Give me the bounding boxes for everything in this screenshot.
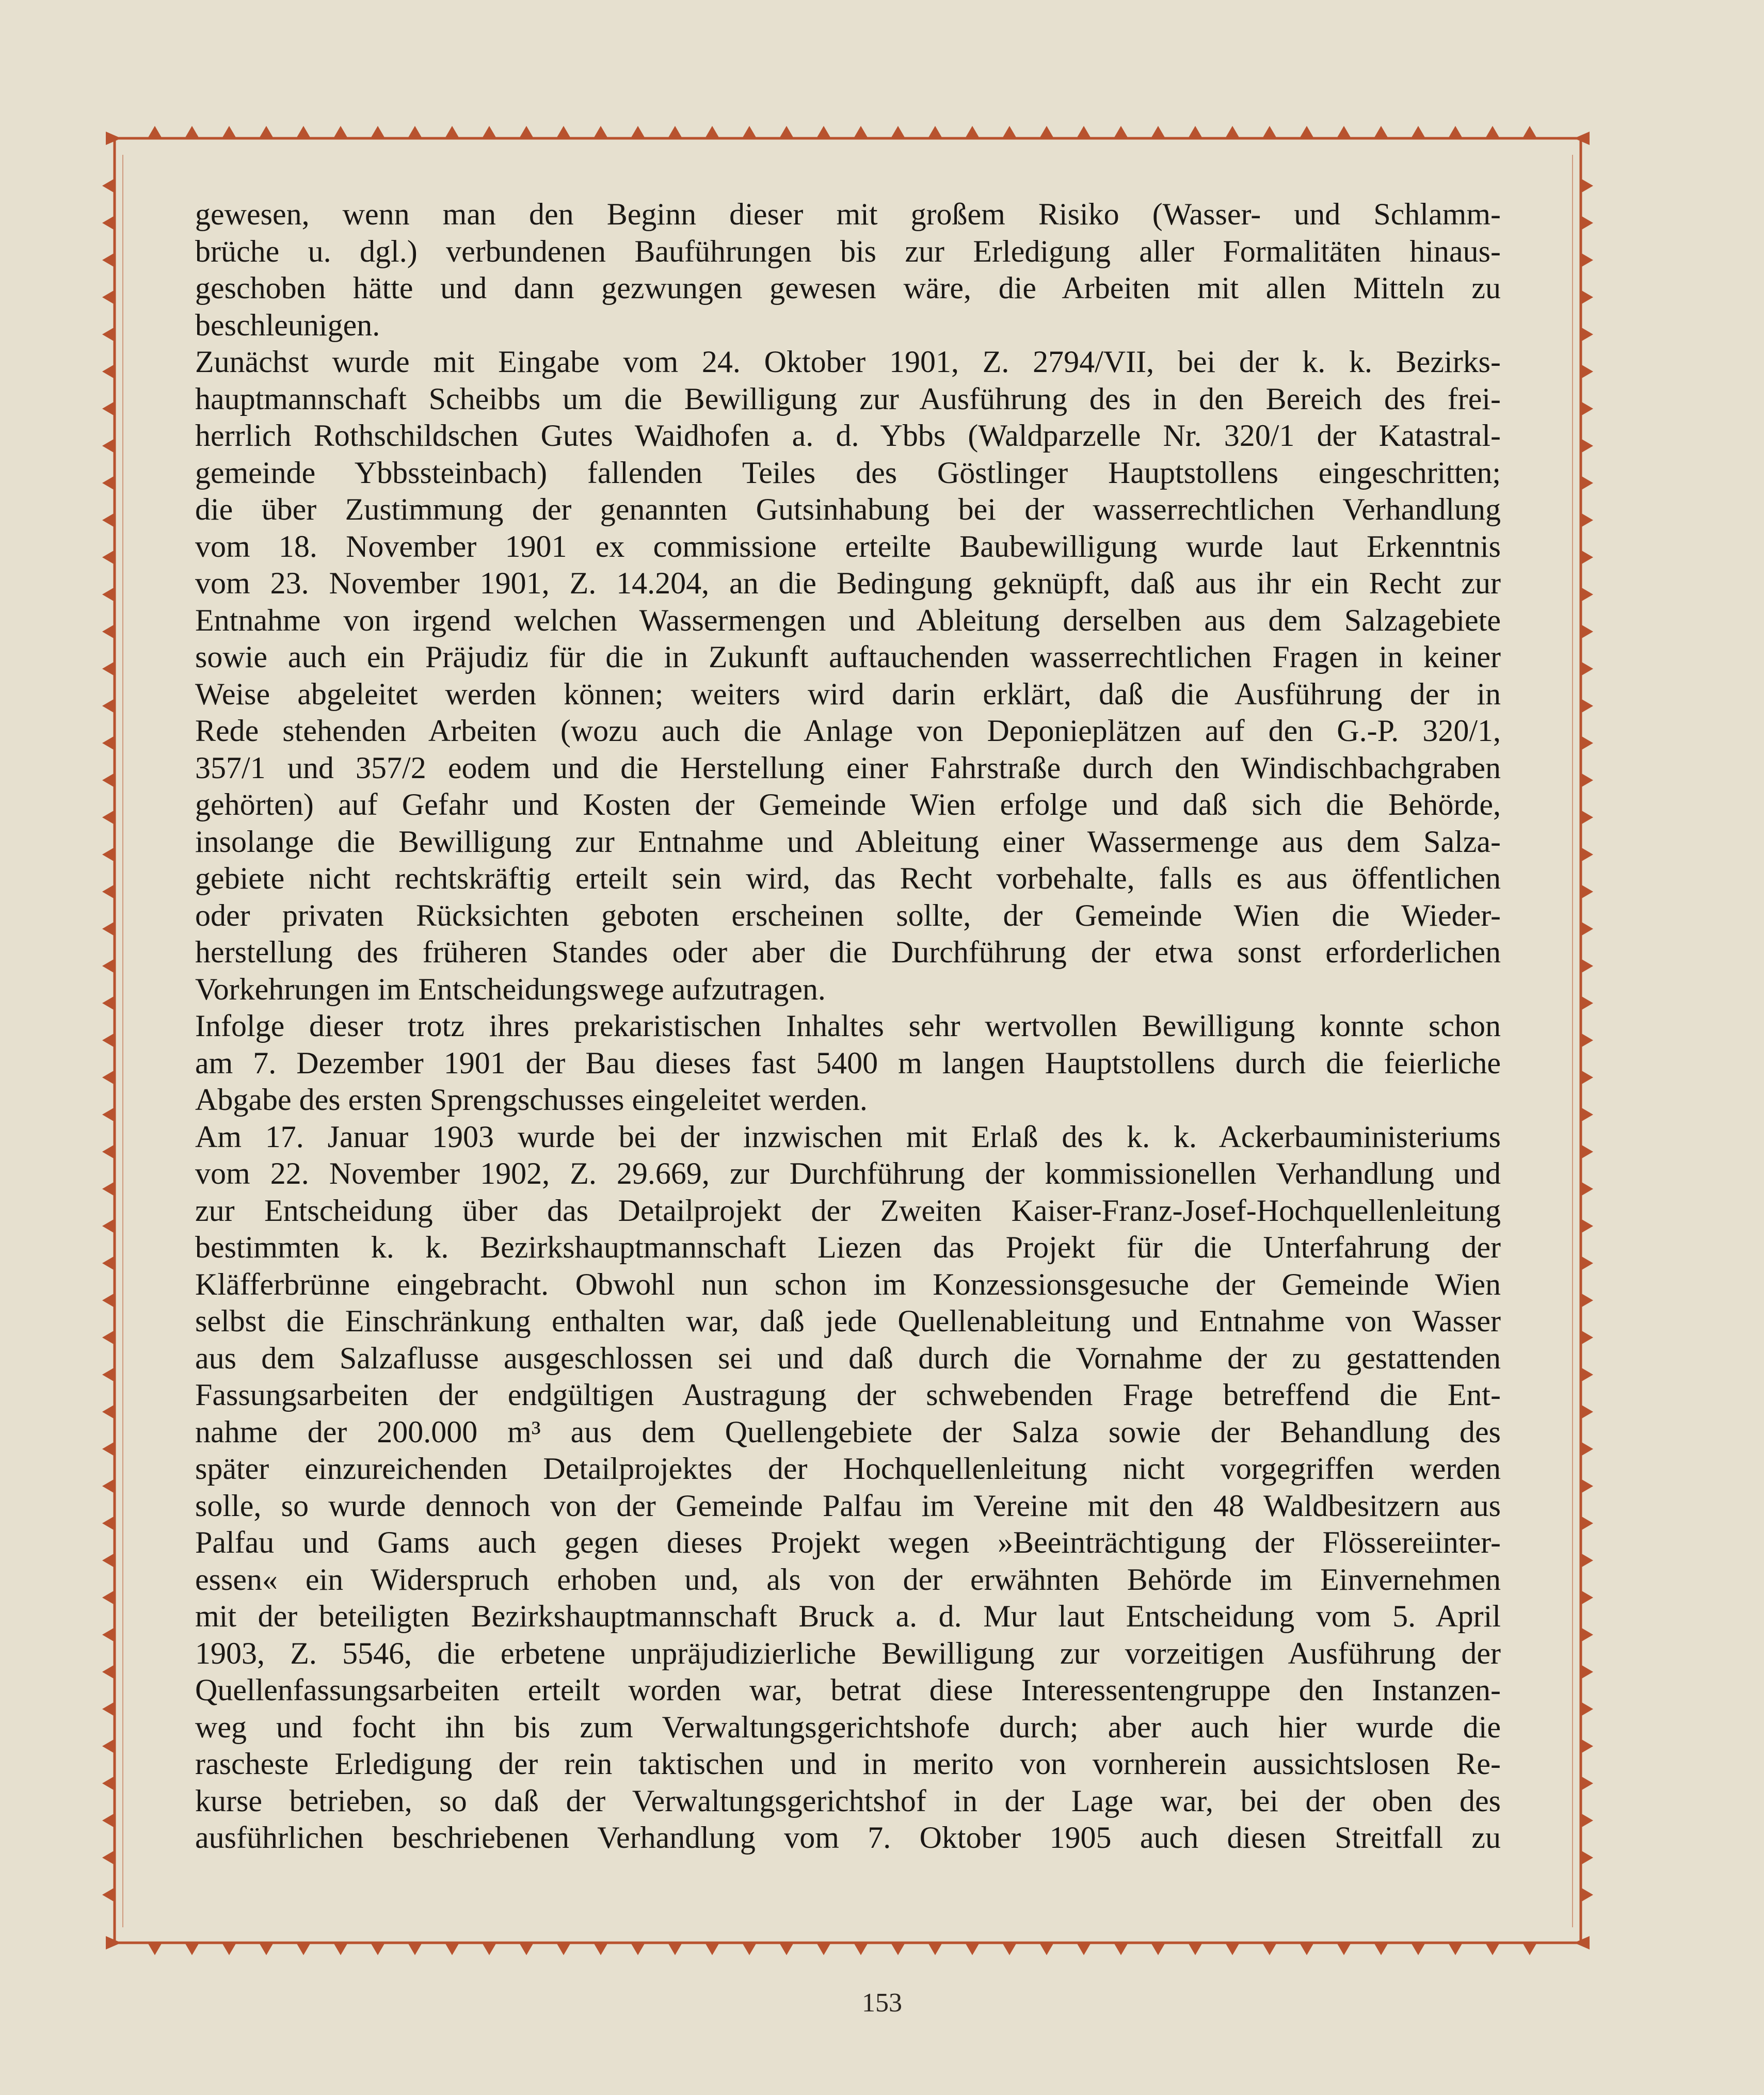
- border-right-ornament: [1581, 1405, 1593, 1419]
- text-line: ausführlichen beschriebenen Verhandlung vom 7. Oktober 1905 auch diesen Streitfall zu: [195, 1820, 1501, 1855]
- border-top-ornament: [371, 126, 385, 138]
- border-bottom-ornament: [408, 1943, 422, 1955]
- border-right-ornament: [1581, 1627, 1593, 1642]
- border-bottom-ornament: [705, 1943, 719, 1955]
- border-bottom-ornament: [333, 1943, 348, 1955]
- border-bottom-ornament: [668, 1943, 682, 1955]
- border-right-ornament: [1581, 1479, 1593, 1493]
- border-right-ornament: [1581, 1070, 1593, 1085]
- text-line: zur Entscheidung über das Detailprojekt der Zweiten Kaiser-Franz-Josef-Hochquellenleitung: [195, 1193, 1501, 1228]
- border-left-ornament: [102, 1256, 115, 1270]
- text-line: Infolge dieser trotz ihres prekaristischen Inhaltes sehr wertvollen Bewilligung konnte schon: [195, 1009, 1501, 1043]
- text-line: kurse betrieben, so daß der Verwaltungsgerichtshof in der Lage war, bei der oben des: [195, 1783, 1501, 1818]
- border-right-ornament: [1581, 884, 1593, 899]
- border-bottom-ornament: [296, 1943, 311, 1955]
- border-right-ornament: [1581, 1107, 1593, 1122]
- border-top-ornament: [408, 126, 422, 138]
- border-right-ornament: [1581, 513, 1593, 527]
- border-top-ornament: [148, 126, 162, 138]
- border-right-ornament: [1581, 959, 1593, 973]
- border-left-ornament: [102, 1442, 115, 1456]
- border-left-ornament: [102, 587, 115, 602]
- border-left-ornament: [102, 1405, 115, 1419]
- text-line: Quellenfassungsarbeiten erteilt worden war, betrat diese Interessentengruppe den Instanzen-: [195, 1673, 1501, 1707]
- border-top-ornament: [816, 126, 831, 138]
- text-line: herrlich Rothschildschen Gutes Waidhofen a. d. Ybbs (Waldparzelle Nr. 320/1 der Katastral-: [195, 418, 1501, 453]
- border-left-ornament: [102, 327, 115, 342]
- border-left-ornament: [102, 662, 115, 676]
- border-top-ornament: [594, 126, 608, 138]
- text-line: gebiete nicht rechtskräftig erteilt sein wird, das Recht vorbehalte, falls es aus öffentlichen: [195, 861, 1501, 895]
- border-top-ornament: [185, 126, 199, 138]
- border-left-ornament: [102, 1330, 115, 1345]
- border-left-ornament: [102, 1367, 115, 1382]
- border-right-ornament: [1581, 1367, 1593, 1382]
- border-bottom-ornament: [1151, 1943, 1165, 1955]
- border-right-ornament: [1581, 624, 1593, 639]
- border-right-ornament: [1581, 996, 1593, 1010]
- text-line: solle, so wurde dennoch von der Gemeinde Palfau im Vereine mit den 48 Waldbesitzern aus: [195, 1488, 1501, 1523]
- text-line: 1903, Z. 5546, die erbetene unpräjudizierliche Bewilligung zur vorzeitigen Ausführung der: [195, 1636, 1501, 1670]
- border-top-ornament: [1337, 126, 1351, 138]
- border-left-ornament: [102, 1739, 115, 1753]
- border-left-ornament: [102, 1516, 115, 1530]
- border-right-ornament: [1581, 773, 1593, 787]
- border-top-ornament: [1077, 126, 1091, 138]
- border-left-ornament: [102, 996, 115, 1010]
- border-left-ornament: [102, 1702, 115, 1716]
- border-left-ornament: [102, 476, 115, 490]
- border-bottom-ornament: [1188, 1943, 1202, 1955]
- border-left-ornament: [102, 1850, 115, 1865]
- border-right-ornament: [1581, 736, 1593, 750]
- border-top-ornament: [742, 126, 757, 138]
- border-top-ornament: [1485, 126, 1500, 138]
- border-right-ornament: [1581, 179, 1593, 193]
- page-number: 153: [862, 1988, 902, 2018]
- text-line: bestimmten k. k. Bezirkshauptmannschaft Liezen das Projekt für die Unterfahrung der: [195, 1230, 1501, 1264]
- border-top-ornament: [854, 126, 868, 138]
- border-top-ornament: [1039, 126, 1054, 138]
- border-bottom-ornament: [1411, 1943, 1425, 1955]
- text-line: gemeinde Ybbssteinbach) fallenden Teiles des Göstlinger Hauptstollens eingeschritten;: [195, 455, 1501, 490]
- border-right-ornament: [1581, 810, 1593, 825]
- text-line: Fassungsarbeiten der endgültigen Austragung der schwebenden Frage betreffend die Ent-: [195, 1378, 1501, 1412]
- text-line: am 7. Dezember 1901 der Bau dieses fast 5400 m langen Hauptstollens durch die feierliche: [195, 1045, 1501, 1080]
- border-top-ornament: [1411, 126, 1425, 138]
- border-top-ornament: [556, 126, 571, 138]
- text-line: nahme der 200.000 m³ aus dem Quellengebiete der Salza sowie der Behandlung des: [195, 1414, 1501, 1449]
- text-line: Rede stehenden Arbeiten (wozu auch die Anlage von Deponieplätzen auf den G.-P. 320/1,: [195, 714, 1501, 748]
- border-bottom-ornament: [779, 1943, 794, 1955]
- border-top-ornament: [1188, 126, 1202, 138]
- border-bottom-ornament: [1077, 1943, 1091, 1955]
- border-left-ornament: [102, 1033, 115, 1048]
- border-right-ornament: [1581, 922, 1593, 936]
- text-line: geschoben hätte und dann gezwungen gewesen wäre, die Arbeiten mit allen Mitteln zu: [195, 271, 1501, 305]
- border-top-ornament: [1374, 126, 1388, 138]
- border-top-ornament: [1522, 126, 1537, 138]
- border-top-ornament: [928, 126, 942, 138]
- border-top-ornament: [482, 126, 496, 138]
- border-bottom-ornament: [816, 1943, 831, 1955]
- border-right-ornament: [1581, 364, 1593, 379]
- border-bottom-ornament: [1002, 1943, 1017, 1955]
- border-right-ornament: [1581, 550, 1593, 565]
- border-left-ornament: [102, 1070, 115, 1085]
- text-line: weg und focht ihn bis zum Verwaltungsgerichtshofe durch; aber auch hier wurde die: [195, 1710, 1501, 1744]
- text-line: vom 18. November 1901 ex commissione erteilte Baubewilligung wurde laut Erkenntnis: [195, 529, 1501, 563]
- border-top-ornament: [891, 126, 905, 138]
- border-left-ornament: [102, 1665, 115, 1679]
- border-bottom-ornament: [519, 1943, 534, 1955]
- border-right-ornament: [1581, 1442, 1593, 1456]
- border-top-ornament: [222, 126, 236, 138]
- border-left-ornament: [102, 1590, 115, 1605]
- text-line: hauptmannschaft Scheibbs um die Bewilligung zur Ausführung des in den Bereich des frei-: [195, 381, 1501, 416]
- border-top-ornament: [1002, 126, 1017, 138]
- text-line: später einzureichenden Detailprojektes der Hochquellenleitung nicht vorgegriffen werden: [195, 1452, 1501, 1486]
- border-left-ornament: [102, 1553, 115, 1568]
- border-left-ornament: [102, 699, 115, 713]
- border-left-ornament: [102, 624, 115, 639]
- border-right-ornament: [1581, 1813, 1593, 1828]
- text-line: gewesen, wenn man den Beginn dieser mit großem Risiko (Wasser- und Schlamm-: [195, 197, 1501, 231]
- border-top-ornament: [519, 126, 534, 138]
- border-left-ornament: [102, 1813, 115, 1828]
- text-line: essen« ein Widerspruch erhoben und, als von der erwähnten Behörde im Einvernehmen: [195, 1562, 1501, 1597]
- border-top-ornament: [779, 126, 794, 138]
- border-right-ornament: [1581, 1219, 1593, 1233]
- border-left-ornament: [102, 1479, 115, 1493]
- border-bottom-ornament: [854, 1943, 868, 1955]
- text-line: gehörten) auf Gefahr und Kosten der Gemeinde Wien erfolge und daß sich die Behörde,: [195, 787, 1501, 821]
- border-bottom-ornament: [631, 1943, 645, 1955]
- border-right-ornament: [1581, 1330, 1593, 1345]
- border-left-ornament: [102, 1627, 115, 1642]
- text-line: Abgabe des ersten Sprengschusses eingeleitet werden.: [195, 1083, 868, 1117]
- border-right-ornament: [1581, 290, 1593, 304]
- border-right-ornament: [1581, 1516, 1593, 1530]
- border-top-ornament: [1448, 126, 1463, 138]
- text-line: Vorkehrungen im Entscheidungswege aufzutragen.: [195, 972, 826, 1006]
- border-right-ornament: [1581, 1665, 1593, 1679]
- body-text: [195, 196, 1501, 1873]
- border-left-ornament: [102, 773, 115, 787]
- border-top-ornament: [705, 126, 719, 138]
- border-left-ornament: [102, 810, 115, 825]
- border-bottom-ornament: [1039, 1943, 1054, 1955]
- border-left-ornament: [102, 550, 115, 565]
- border-top-ornament: [1300, 126, 1314, 138]
- text-line: Entnahme von irgend welchen Wassermengen und Ableitung derselben aus dem Salzagebiete: [195, 603, 1501, 637]
- text-line: Am 17. Januar 1903 wurde bei der inzwischen mit Erlaß des k. k. Ackerbauministeriums: [195, 1119, 1501, 1154]
- text-line: selbst die Einschränkung enthalten war, daß jede Quellenableitung und Entnahme von Wasser: [195, 1304, 1501, 1338]
- border-right-ornament: [1581, 476, 1593, 490]
- text-line: die über Zustimmung der genannten Gutsinhabung bei der wasserrechtlichen Verhandlung: [195, 492, 1501, 526]
- border-bottom-ornament: [445, 1943, 459, 1955]
- border-left-ornament: [102, 1888, 115, 1902]
- border-left-ornament: [102, 884, 115, 899]
- border-right-ornament: [1581, 1553, 1593, 1568]
- border-right-ornament: [1581, 1590, 1593, 1605]
- text-line: rascheste Erledigung der rein taktischen und in merito von vornherein aussichtslosen Re-: [195, 1747, 1501, 1781]
- border-bottom-ornament: [928, 1943, 942, 1955]
- border-bottom-ornament: [1485, 1943, 1500, 1955]
- border-left-ornament: [102, 847, 115, 862]
- border-bottom-ornament: [259, 1943, 274, 1955]
- border-right-ornament: [1581, 1702, 1593, 1716]
- border-top-ornament: [631, 126, 645, 138]
- border-right-ornament: [1581, 1850, 1593, 1865]
- border-left-ornament: [102, 959, 115, 973]
- border-top-ornament: [668, 126, 682, 138]
- border-right-ornament: [1581, 1776, 1593, 1791]
- text-line: beschleunigen.: [195, 308, 380, 342]
- border-left-ornament: [102, 1293, 115, 1308]
- border-bottom-ornament: [185, 1943, 199, 1955]
- text-line: Kläfferbrünne eingebracht. Obwohl nun schon im Konzessionsgesuche der Gemeinde Wien: [195, 1267, 1501, 1301]
- border-right-ornament: [1581, 216, 1593, 230]
- border-left-ornament: [102, 1219, 115, 1233]
- border-left-ornament: [102, 1776, 115, 1791]
- border-bottom-ornament: [1225, 1943, 1240, 1955]
- border-left-ornament: [102, 513, 115, 527]
- border-right-ornament: [1581, 401, 1593, 416]
- border-left-ornament: [102, 290, 115, 304]
- border-right-ornament: [1581, 587, 1593, 602]
- text-line: brüche u. dgl.) verbundenen Bauführungen bis zur Erledigung aller Formalitäten hinaus-: [195, 234, 1501, 268]
- border-right-ornament: [1581, 1888, 1593, 1902]
- border-left-ornament: [102, 922, 115, 936]
- border-left-ornament: [102, 1107, 115, 1122]
- text-line: vom 23. November 1901, Z. 14.204, an die Bedingung geknüpft, daß aus ihr ein Recht zur: [195, 566, 1501, 600]
- border-top-ornament: [445, 126, 459, 138]
- border-top-ornament: [296, 126, 311, 138]
- border-left-ornament: [102, 253, 115, 267]
- text-line: Weise abgeleitet werden können; weiters wird darin erklärt, daß die Ausführung der in: [195, 676, 1501, 711]
- border-bottom-ornament: [1522, 1943, 1537, 1955]
- border-right-ornament: [1581, 439, 1593, 453]
- border-top-ornament: [1114, 126, 1128, 138]
- border-right-ornament: [1581, 1293, 1593, 1308]
- border-top-ornament: [1225, 126, 1240, 138]
- border-right-ornament: [1581, 1145, 1593, 1159]
- border-top-ornament: [259, 126, 274, 138]
- border-right-ornament: [1581, 1182, 1593, 1196]
- border-left-ornament: [102, 736, 115, 750]
- border-right-ornament: [1581, 1256, 1593, 1270]
- border-left-ornament: [102, 216, 115, 230]
- border-bottom-ornament: [371, 1943, 385, 1955]
- border-bottom-ornament: [742, 1943, 757, 1955]
- text-line: vom 22. November 1902, Z. 29.669, zur Durchführung der kommissionellen Verhandlung und: [195, 1156, 1501, 1190]
- border-left-ornament: [102, 401, 115, 416]
- border-bottom-ornament: [482, 1943, 496, 1955]
- border-left-ornament: [102, 439, 115, 453]
- border-bottom-ornament: [1374, 1943, 1388, 1955]
- text-line: aus dem Salzaflusse ausgeschlossen sei und daß durch die Vornahme der zu gestattenden: [195, 1341, 1501, 1375]
- border-bottom-ornament: [556, 1943, 571, 1955]
- text-line: sowie auch ein Präjudiz für die in Zukunft auftauchenden wasserrechtlichen Fragen in keiner: [195, 640, 1501, 674]
- border-left-ornament: [102, 179, 115, 193]
- border-bottom-ornament: [1448, 1943, 1463, 1955]
- text-line: oder privaten Rücksichten geboten erscheinen sollte, der Gemeinde Wien die Wieder-: [195, 898, 1501, 932]
- border-bottom-ornament: [965, 1943, 980, 1955]
- text-line: Zunächst wurde mit Eingabe vom 24. Oktober 1901, Z. 2794/VII, bei der k. k. Bezirks-: [195, 345, 1501, 379]
- border-right-ornament: [1581, 699, 1593, 713]
- border-bottom-ornament: [1262, 1943, 1277, 1955]
- border-right-ornament: [1581, 1739, 1593, 1753]
- text-line: herstellung des früheren Standes oder aber die Durchführung der etwa sonst erforderlichen: [195, 935, 1501, 969]
- border-left-ornament: [102, 364, 115, 379]
- border-left-ornament: [102, 1182, 115, 1196]
- text-line: mit der beteiligten Bezirkshauptmannschaft Bruck a. d. Mur laut Entscheidung vom 5. April: [195, 1599, 1501, 1633]
- border-right-ornament: [1581, 1033, 1593, 1048]
- border-bottom-ornament: [1337, 1943, 1351, 1955]
- border-right-ornament: [1581, 327, 1593, 342]
- border-bottom-ornament: [148, 1943, 162, 1955]
- border-bottom-ornament: [1300, 1943, 1314, 1955]
- border-bottom-ornament: [891, 1943, 905, 1955]
- border-top-ornament: [1262, 126, 1277, 138]
- border-bottom-ornament: [1114, 1943, 1128, 1955]
- text-line: Palfau und Gams auch gegen dieses Projekt wegen »Beeinträchtigung der Flössereiinter-: [195, 1525, 1501, 1559]
- text-line: 357/1 und 357/2 eodem und die Herstellung einer Fahrstraße durch den Windischbachgraben: [195, 750, 1501, 785]
- border-bottom-ornament: [222, 1943, 236, 1955]
- border-right-ornament: [1581, 662, 1593, 676]
- border-top-ornament: [333, 126, 348, 138]
- border-left-ornament: [102, 1145, 115, 1159]
- border-top-ornament: [965, 126, 980, 138]
- text-line: insolange die Bewilligung zur Entnahme und Ableitung einer Wassermenge aus dem Salza-: [195, 824, 1501, 859]
- border-top-ornament: [1151, 126, 1165, 138]
- border-bottom-ornament: [594, 1943, 608, 1955]
- border-right-ornament: [1581, 847, 1593, 862]
- border-right-ornament: [1581, 253, 1593, 267]
